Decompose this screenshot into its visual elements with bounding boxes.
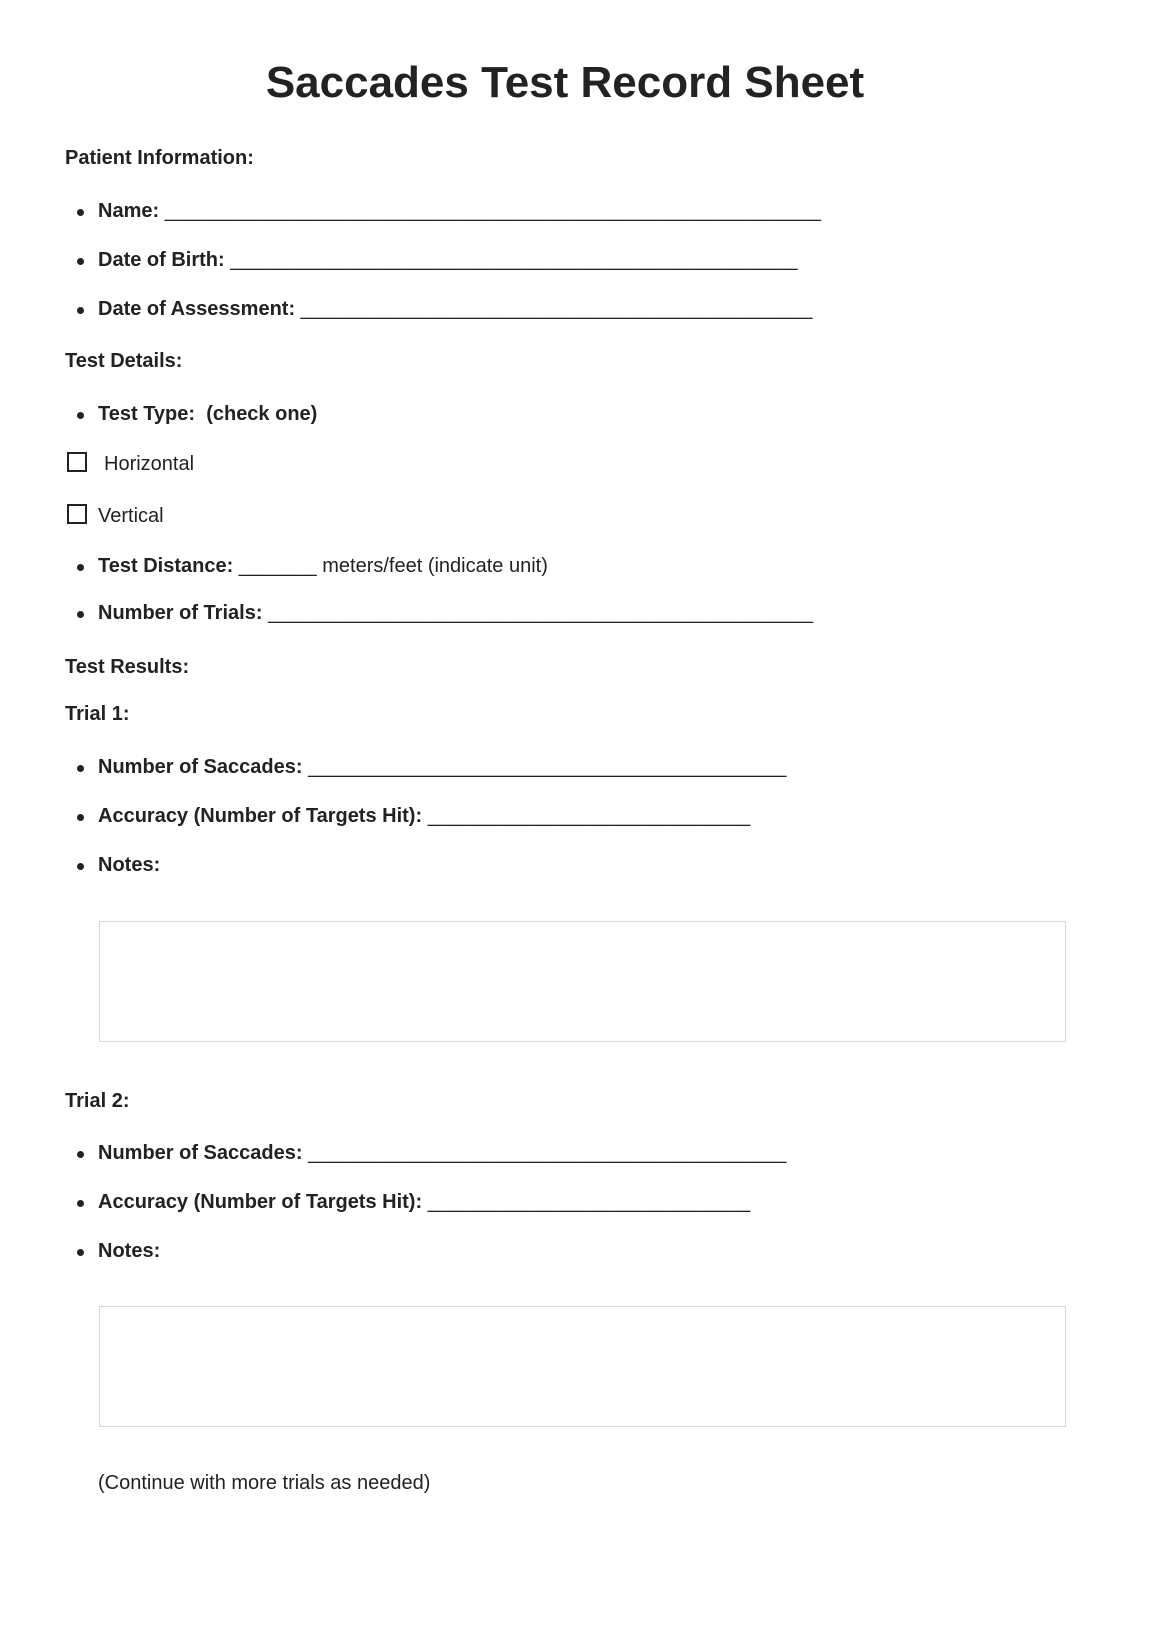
name-blank[interactable]: ___________________________________________________________ [164, 200, 821, 222]
test-details-heading: Test Details: [65, 350, 183, 372]
bullet [77, 209, 84, 216]
bullet [77, 564, 84, 571]
distance-unit: meters/feet (indicate unit) [322, 555, 548, 577]
trial-2-notes-label: Notes: [98, 1240, 160, 1263]
trial-2-accuracy-field[interactable]: Accuracy (Number of Targets Hit): _____________________________ [98, 1191, 750, 1214]
test-type-item: Test Type: (check one) [98, 403, 317, 426]
dob-blank[interactable]: ___________________________________________________ [230, 249, 798, 271]
distance-blank[interactable]: _______ [238, 555, 317, 577]
test-results-heading: Test Results: [65, 656, 190, 678]
name-field[interactable]: Name: ___________________________________________________________ [98, 200, 821, 223]
horizontal-label: Horizontal [104, 453, 195, 475]
bullet [77, 307, 84, 314]
horizontal-checkbox[interactable] [67, 452, 87, 472]
bullet [77, 258, 84, 265]
trial-1-heading: Trial 1: [65, 703, 130, 725]
bullet [77, 814, 84, 821]
bullet [77, 863, 84, 870]
trial-1-saccades-field[interactable]: Number of Saccades: ___________________________________________ [98, 756, 786, 779]
patient-info-heading: Patient Information: [65, 147, 254, 169]
trial-1-notes-box[interactable] [99, 921, 1066, 1042]
trial-2-notes-box[interactable] [99, 1306, 1066, 1427]
number-of-trials-field[interactable]: Number of Trials: _________________________________________________ [98, 602, 813, 625]
assessment-date-blank[interactable]: ______________________________________________ [300, 298, 813, 320]
vertical-checkbox[interactable] [67, 504, 87, 524]
bullet [77, 1249, 84, 1256]
trial-2-saccades-field[interactable]: Number of Saccades: ___________________________________________ [98, 1142, 786, 1165]
bullet [77, 1200, 84, 1207]
page-title: Saccades Test Record Sheet [265, 58, 865, 107]
continue-note: (Continue with more trials as needed) [98, 1472, 431, 1494]
trial-2-heading: Trial 2: [65, 1090, 130, 1112]
assessment-date-field[interactable]: Date of Assessment: ______________________________________________ [98, 298, 812, 321]
bullet [77, 765, 84, 772]
test-distance-field[interactable]: Test Distance: _______ meters/feet (indicate unit) [98, 555, 548, 578]
bullet [77, 412, 84, 419]
bullet [77, 1151, 84, 1158]
dob-field[interactable]: Date of Birth: ___________________________________________________ [98, 249, 798, 272]
trial-1-accuracy-field[interactable]: Accuracy (Number of Targets Hit): _____________________________ [98, 805, 750, 828]
trial-1-notes-label: Notes: [98, 854, 160, 877]
bullet [77, 611, 84, 618]
vertical-label: Vertical [98, 505, 164, 527]
trials-blank[interactable]: _________________________________________________ [268, 602, 814, 624]
